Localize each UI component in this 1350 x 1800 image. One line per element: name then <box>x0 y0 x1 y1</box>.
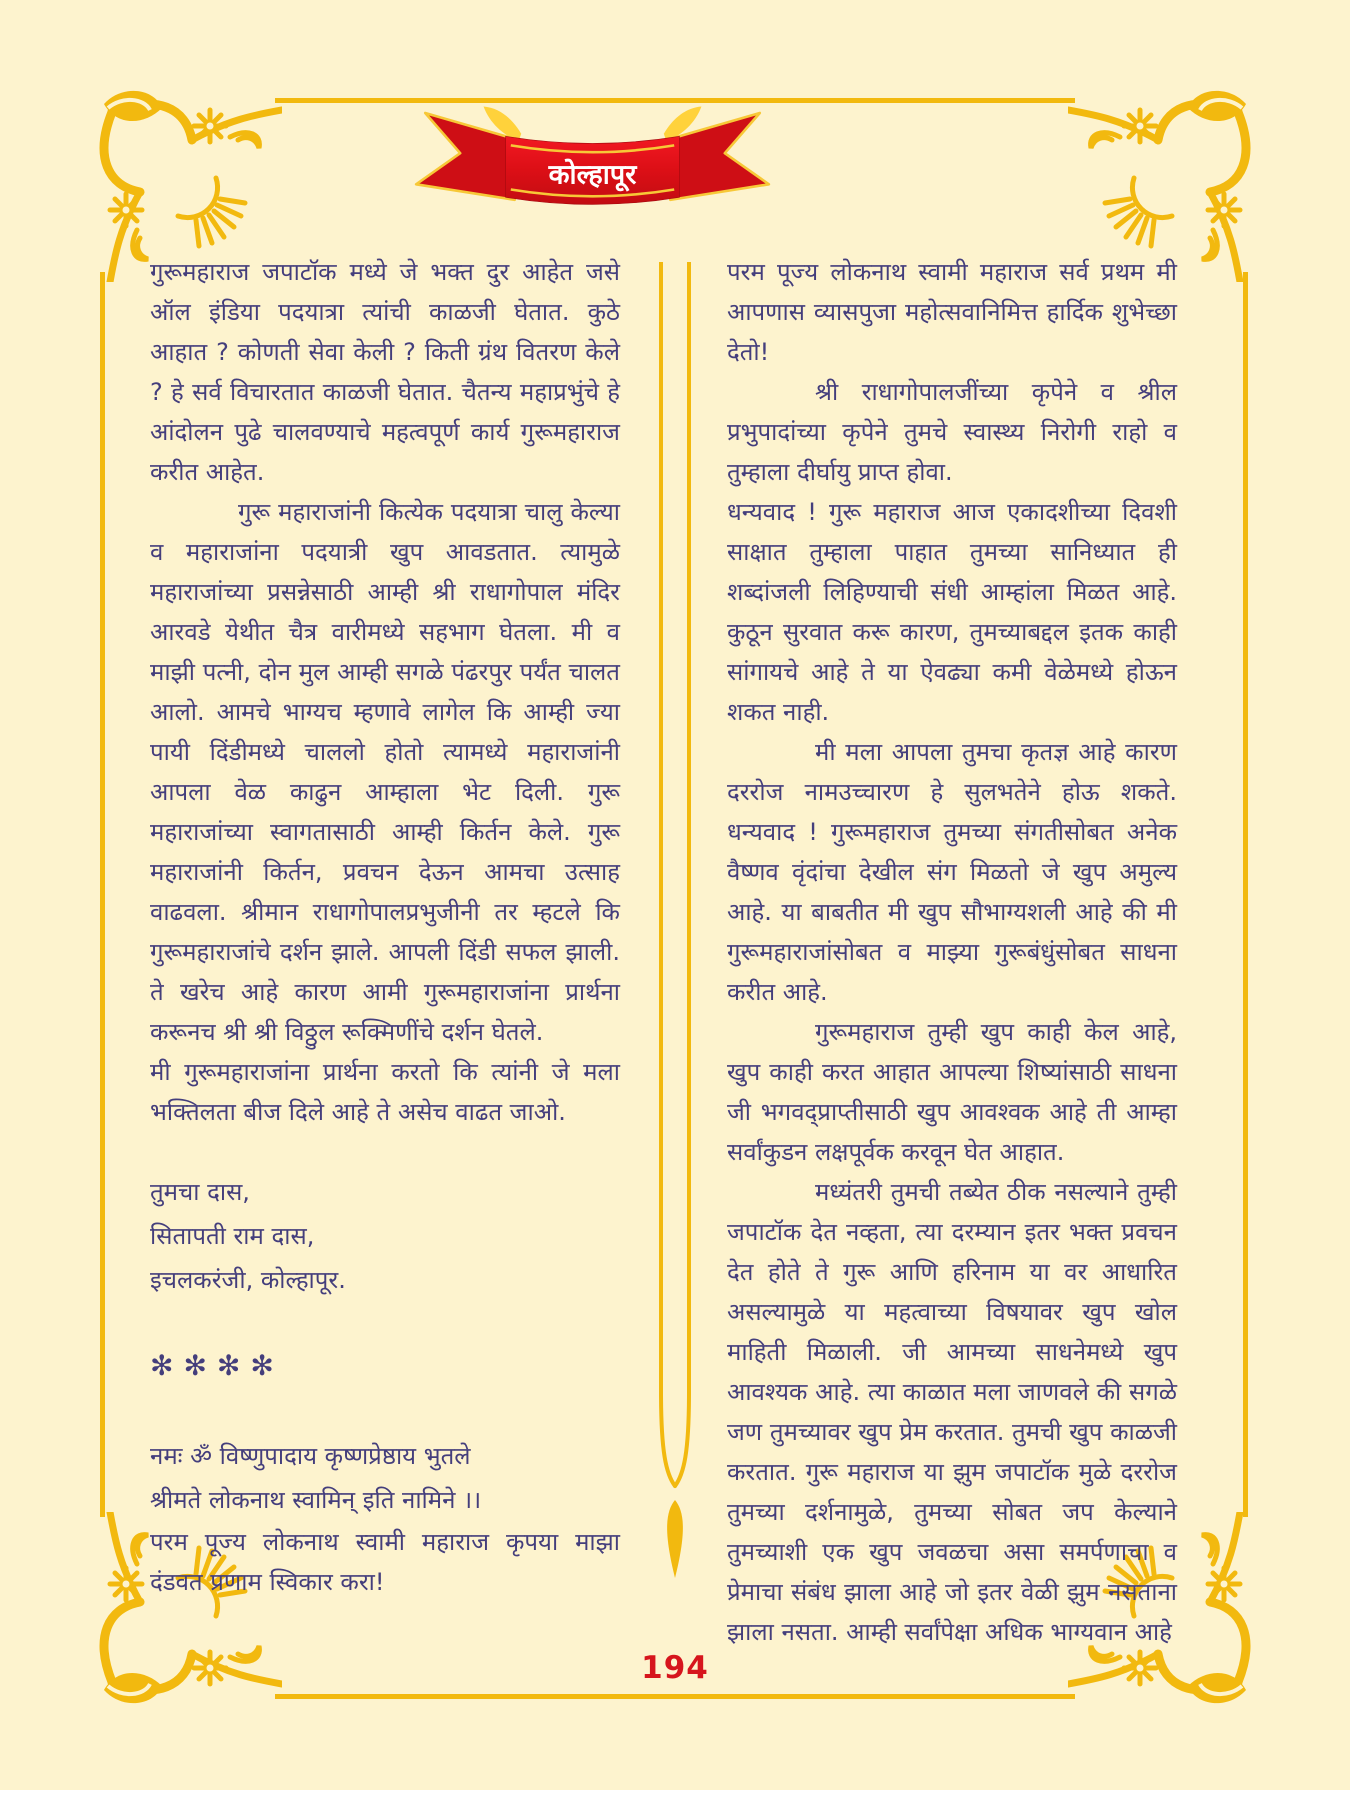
border-right-line <box>1243 272 1248 1517</box>
paragraph: धन्यवाद ! गुरू महाराज आज एकादशीच्या दिवशी साक्षात तुम्हाला पाहात तुमच्या सानिध्यात ही शब्दांजली लिहिण्याची संधी आम्हांला मिळत आहे. कुठून सुरवात करू कारण, तुमच्याबद्दल इतक काही सांगायचे आहे ते या ऐवढ्या कमी वेळेमध्ये होऊन शकत नाही. <box>727 498 1177 726</box>
paragraph: परम पूज्य लोकनाथ स्वामी महाराज कृपया माझा दंडवत प्रणाम स्विकार करा! <box>150 1528 620 1596</box>
paragraph: मी मला आपला तुमचा कृतज्ञ आहे कारण दररोज नामउच्चारण हे सुलभतेने होऊ शकते. धन्यवाद ! गुरूमहाराज तुमच्या संगतीसोबत अनेक वैष्णव वृंदांचा देखील संग मिळतो जे खुप अमुल्य आहे. या बाबतीत मी खुप सौभाग्यशली आहे की मी गुरूमहाराजांसोबत व माझ्या गुरूबंधुंसोबत साधना करीत आहे. <box>727 738 1177 1006</box>
page-bottom-edge <box>0 1790 1350 1800</box>
verse-line: श्रीमते लोकनाथ स्वामिन् इति नामिने ।। <box>150 1486 482 1514</box>
border-left-line <box>100 272 105 1517</box>
column-divider-icon <box>652 262 698 1592</box>
paragraph: गुरूमहाराज तुम्ही खुप काही केल आहे, खुप काही करत आहात आपल्या शिष्यांसाठी साधना जी भगवद्प्राप्तीसाठी खुप आवश्वक आहे ती आम्हा सर्वांकुडन लक्षपूर्वक करवून घेत आहात. <box>727 1018 1177 1166</box>
verse-line: नमः ॐ विष्णुपादाय कृष्णप्रेष्ठाय भुतले <box>150 1442 471 1470</box>
left-column <box>150 252 620 1602</box>
paragraph: परम पूज्य लोकनाथ स्वामी महाराज सर्व प्रथम मी आपणास व्यासपुजा महोत्सवानिमित्त हार्दिक शुभेच्छा देतो! <box>727 258 1177 366</box>
chapter-ribbon-banner <box>385 100 800 223</box>
signature-line: तुमचा दास, <box>150 1178 250 1206</box>
chapter-title: कोल्हापूर <box>548 159 637 191</box>
section-separator-stars-icon: ✻✻✻✻ <box>150 1349 284 1382</box>
paragraph: श्री राधागोपालजींच्या कृपेने व श्रील प्रभुपादांच्या कृपेने तुमचे स्वास्थ्य निरोगी राहो व तुम्हाला दीर्घायु प्राप्त होवा. <box>727 378 1177 486</box>
page-number: 194 <box>641 1650 709 1686</box>
paragraph: मध्यंतरी तुमची तब्येत ठीक नसल्याने तुम्ही जपाटॉक देत नव्हता, त्या दरम्यान इतर भक्त प्रवचन देत होते ते गुरू आणि हरिनाम या वर आधारित असल्यामुळे या महत्वाच्या विषयावर खुप खोल माहिती मिळाली. जी आमच्या साधनेमध्ये खुप आवश्यक आहे. त्या काळात मला जाणवले की सगळे जण तुमच्यावर खुप प्रेम करतात. तुमची खुप काळजी करतात. गुरू महाराज या झुम जपाटॉक मुळे दररोज तुमच्या दर्शनामुळे, तुमच्या सोबत जप केल्याने तुमच्याशी एक खुप जवळचा असा समर्पणाचा व प्रेमाचा संबंध झाला आहे जो इतर वेळी झुम नसताना झाला नसता. आम्ही सर्वांपेक्षा अधिक भाग्यवान आहे <box>727 1178 1177 1646</box>
paragraph: गुरू महाराजांनी कित्येक पदयात्रा चालु केल्या व महाराजांना पदयात्री खुप आवडतात. त्यामुळे महाराजांच्या प्रसन्नेसाठी आम्ही श्री राधागोपाल मंदिर आरवडे येथीत चैत्र वारीमध्ये सहभाग घेतला. मी व माझी पत्नी, दोन मुल आम्ही सगळे पंढरपुर पर्यंत चालत आलो. आमचे भाग्यच म्हणावे लागेल कि आम्ही ज्या पायी दिंडीमध्ये चाललो होतो त्यामध्ये महाराजांनी आपला वेळ काढुन आम्हाला भेट दिली. गुरू महाराजांच्या स्वागतासाठी आम्ही किर्तन केले. गुरू महाराजांनी किर्तन, प्रवचन देऊन आमचा उत्साह वाढवला. श्रीमान राधागोपालप्रभुजीनी तर म्हटले कि गुरूमहाराजांचे दर्शन झाले. आपली दिंडी सफल झाली. ते खरेच आहे कारण आमी गुरूमहाराजांना प्रार्थना करूनच श्री श्री विठ्ठुल रूक्मिणींचे दर्शन घेतले. <box>150 498 620 1046</box>
sanskrit-verse <box>150 1434 620 1522</box>
right-column <box>727 252 1177 1652</box>
signature-line: इचलकरंजी, कोल्हापूर. <box>150 1266 346 1294</box>
paragraph: मी गुरूमहाराजांना प्रार्थना करतो कि त्यांनी जे मला भक्तिलता बीज दिले आहे ते असेच वाढत जाओ. <box>150 1058 620 1126</box>
paragraph: गुरूमहाराज जपाटॉक मध्ये जे भक्त दुर आहेत जसे ऑल इंडिया पदयात्रा त्यांची काळजी घेतात. कुठे आहात ? कोणती सेवा केली ? किती ग्रंथ वितरण केले ? हे सर्व विचारतात काळजी घेतात. चैतन्य महाप्रभुंचे हे आंदोलन पुढे चालवण्याचे महत्वपूर्ण कार्य गुरूमहाराज करीत आहेत. <box>150 258 620 486</box>
signature-block <box>150 1170 620 1302</box>
border-bottom-line <box>275 1694 1075 1699</box>
signature-line: सितापती राम दास, <box>150 1222 315 1250</box>
